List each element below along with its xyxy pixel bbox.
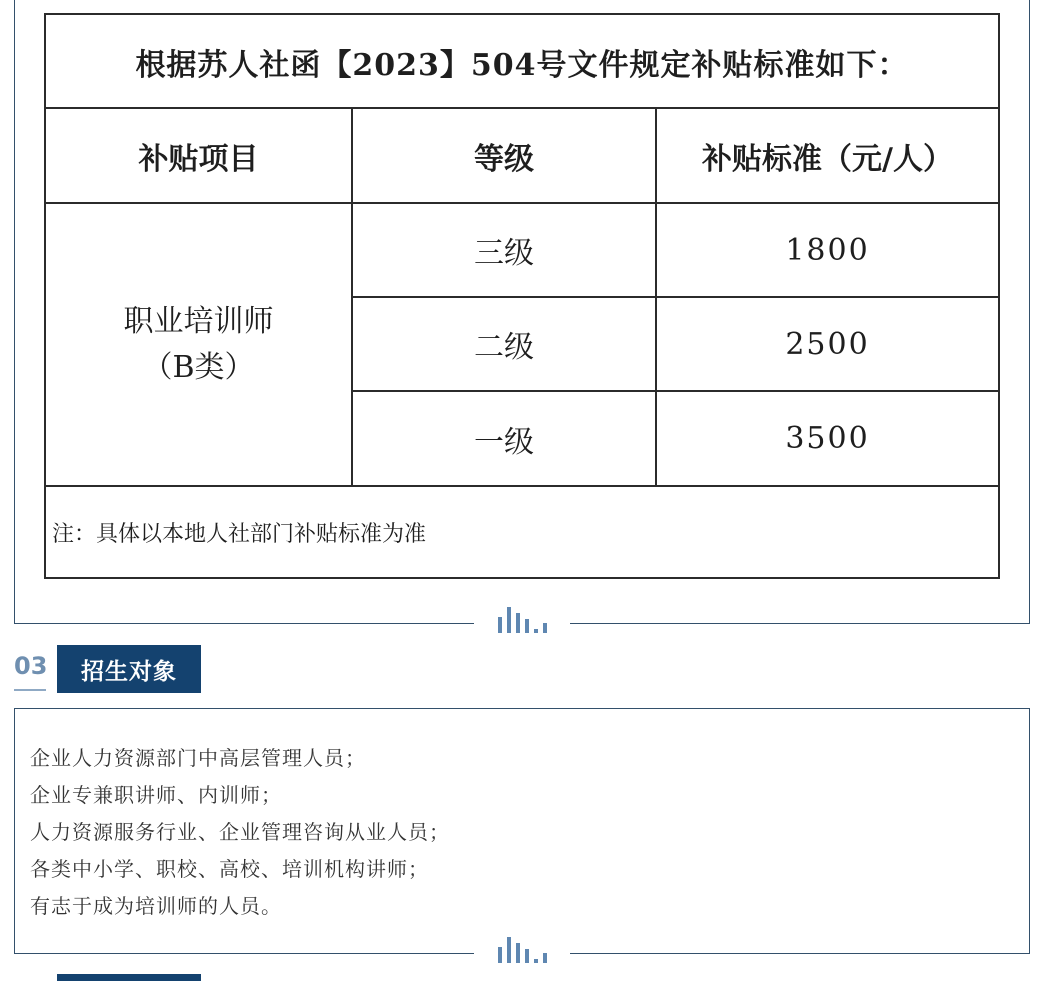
header-subsidy-item: 补贴项目: [138, 141, 259, 177]
section-title: 招生对象: [57, 645, 201, 693]
level-cell: 一级: [474, 424, 534, 460]
amount-cell: 2500: [785, 326, 870, 362]
list-item: 企业专兼职讲师、内训师；: [30, 783, 282, 807]
subsidy-table: [44, 13, 1000, 579]
item-category: （B类）: [142, 349, 255, 385]
section-number-underline: [14, 689, 46, 691]
amount-cell: 1800: [785, 232, 870, 268]
table-title: 根据苏人社函【2023】504号文件规定补贴标准如下：: [135, 47, 909, 83]
bars-ornament-icon: [474, 603, 570, 633]
audience-list: [30, 740, 450, 925]
subsidy-item-cell: [46, 204, 351, 485]
level-cell: 二级: [474, 330, 534, 365]
next-section-title-bar: [57, 974, 201, 981]
section-number: 03: [14, 652, 48, 680]
level-cell: 三级: [474, 236, 534, 271]
item-name: 职业培训师: [123, 303, 274, 339]
amount-cell: 3500: [785, 421, 870, 456]
list-item: 企业人力资源部门中高层管理人员；: [30, 746, 366, 770]
bars-ornament-icon: [474, 933, 570, 963]
table-note: 注：具体以本地人社部门补贴标准为准: [52, 521, 427, 547]
list-item: 有志于成为培训师的人员。: [30, 894, 282, 918]
list-item: 人力资源服务行业、企业管理咨询从业人员；: [30, 820, 450, 844]
list-item: 各类中小学、职校、高校、培训机构讲师；: [30, 857, 429, 881]
header-level: 等级: [474, 141, 534, 177]
header-subsidy-standard: 补贴标准（元/人）: [702, 141, 953, 177]
